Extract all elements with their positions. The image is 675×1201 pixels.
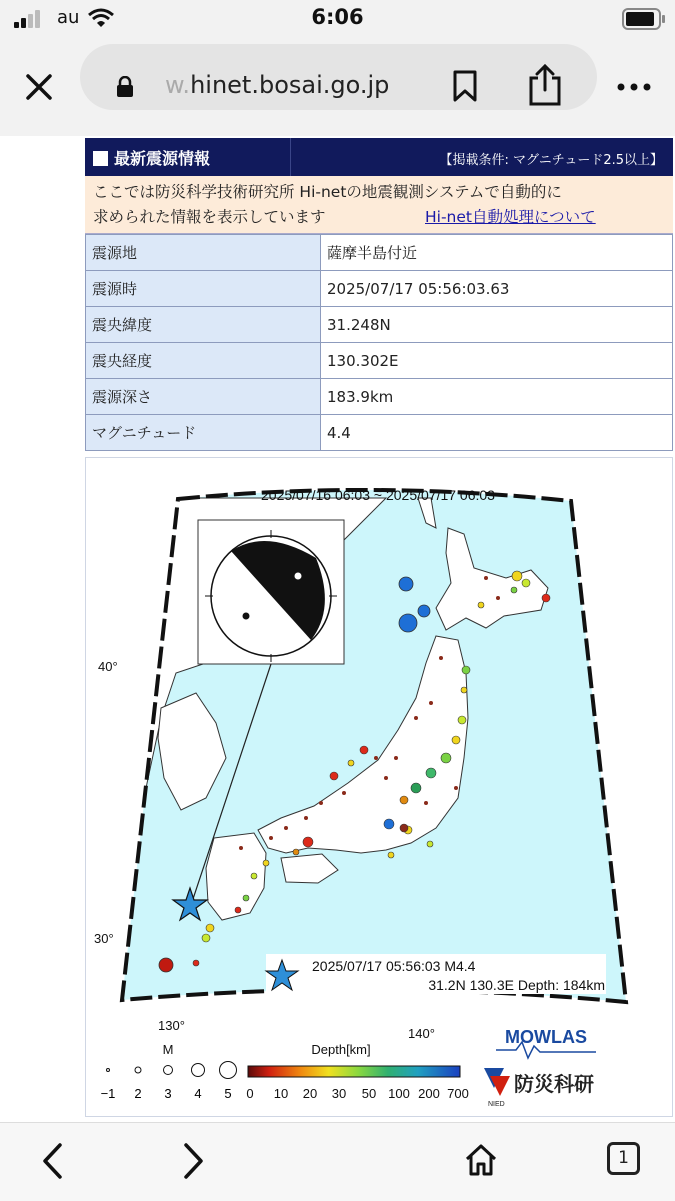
more-icon[interactable] [617, 83, 651, 91]
browser-bottom-bar [0, 1122, 675, 1201]
status-bar [0, 0, 675, 38]
depth-tick-30: 30 [331, 1086, 347, 1101]
info-row [86, 415, 673, 451]
depth-tick-0: 0 [246, 1086, 254, 1101]
mag-tick-4: 4 [194, 1086, 202, 1101]
magnitude-scale [101, 1062, 237, 1102]
about-hinet-link[interactable]: Hi-net自動処理について [425, 208, 596, 226]
info-label: 震央緯度 [86, 307, 321, 343]
svg-text:MOWLAS: MOWLAS [505, 1027, 587, 1047]
info-label: 震源時 [86, 271, 321, 307]
depth-tick-100: 100 [388, 1086, 410, 1101]
bookmark-icon[interactable] [452, 70, 478, 102]
browser-toolbar [0, 38, 675, 136]
lock-icon [116, 76, 134, 98]
description-line-1: ここでは防災科学技術研究所 Hi-netの地震観測システムで自動的に [93, 183, 562, 201]
lon-label-140: 140° [408, 1026, 435, 1041]
depth-color-bar [248, 1066, 460, 1077]
forward-icon[interactable] [182, 1141, 206, 1181]
seismicity-map [85, 457, 673, 1117]
info-row [86, 379, 673, 415]
svg-text:NIED: NIED [488, 1101, 505, 1108]
info-row [86, 307, 673, 343]
event-line-1: 2025/07/17 05:56:03 M4.4 [312, 958, 476, 974]
tabs-icon[interactable]: 1 [607, 1142, 640, 1175]
svg-text:防災科研: 防災科研 [514, 1072, 594, 1096]
home-icon[interactable] [464, 1143, 498, 1177]
info-value: 183.9km [321, 379, 673, 415]
info-value: 薩摩半島付近 [321, 235, 673, 271]
lon-label-130: 130° [158, 1018, 185, 1033]
depth-tick-200: 200 [418, 1086, 440, 1101]
close-icon[interactable] [24, 72, 54, 102]
mag-tick-1: −1 [100, 1086, 116, 1101]
lat-label-40: 40° [98, 659, 118, 674]
mag-tick-5: 5 [224, 1086, 232, 1101]
mag-tick-2: 2 [134, 1086, 142, 1101]
map-svg [86, 458, 674, 1118]
nied-logo [484, 1068, 594, 1108]
carrier-label: au [57, 7, 80, 28]
depth-tick-20: 20 [302, 1086, 318, 1101]
info-value: 130.302E [321, 343, 673, 379]
info-label: 震央経度 [86, 343, 321, 379]
quake-info-table [85, 234, 673, 451]
depth-tick-50: 50 [361, 1086, 377, 1101]
info-value: 31.248N [321, 307, 673, 343]
info-label: マグニチュード [86, 415, 321, 451]
panel-header [85, 138, 673, 176]
map-period: 2025/07/16 06:03 ~ 2025/07/17 06:03 [261, 487, 495, 503]
clock: 6:06 [311, 5, 364, 29]
depth-title: Depth[km] [311, 1042, 371, 1057]
share-icon[interactable] [528, 64, 562, 106]
display-condition: 【掲載条件: マグニチュード2.5以上】 [439, 153, 663, 168]
url-text[interactable]: w.hinet.bosai.go.jp [165, 71, 390, 99]
info-row [86, 271, 673, 307]
info-row [86, 235, 673, 271]
mag-tick-3: 3 [164, 1086, 172, 1101]
depth-tick-700: 700 [447, 1086, 469, 1101]
back-icon[interactable] [40, 1141, 64, 1181]
depth-tick-10: 10 [273, 1086, 289, 1101]
lat-label-30: 30° [94, 931, 114, 946]
event-line-2: 31.2N 130.3E Depth: 184km [428, 977, 605, 993]
quake-info-panel [85, 138, 673, 451]
mowlas-logo [496, 1027, 596, 1058]
description-line-2: 求められた情報を表示しています [93, 208, 326, 226]
info-label: 震源地 [86, 235, 321, 271]
info-row [86, 343, 673, 379]
info-value: 2025/07/17 05:56:03.63 [321, 271, 673, 307]
panel-title: 最新震源情報 [93, 146, 210, 169]
panel-description [85, 176, 673, 234]
battery-icon [622, 8, 666, 30]
depth-ticks [246, 1086, 468, 1101]
info-value: 4.4 [321, 415, 673, 451]
magnitude-title: M [162, 1042, 174, 1057]
info-label: 震源深さ [86, 379, 321, 415]
